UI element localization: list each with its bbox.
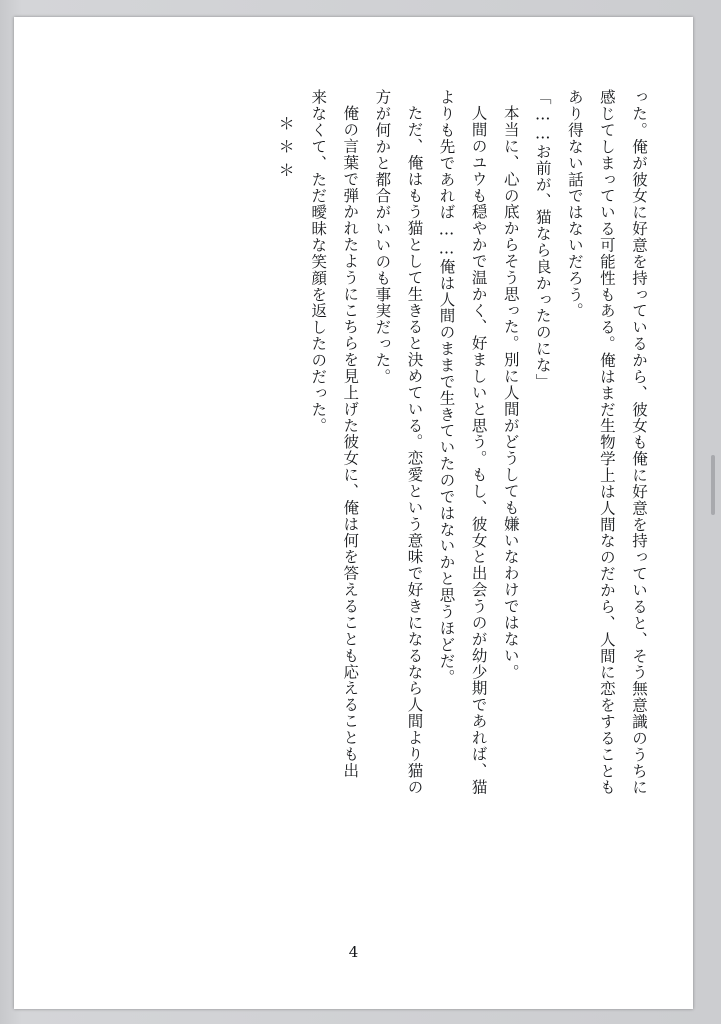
paragraph: った。俺が彼女に好意を持っているから、彼女も俺に好意を持っていると、そう無意識のうちに — [630, 89, 648, 796]
page-number: 4 — [348, 943, 359, 961]
scene-divider: ＊＊＊ — [276, 114, 296, 185]
paragraph: 人間のユウも穏やかで温かく、好ましいと思う。もし、彼女と出会うのが幼少期であれば、猫 — [469, 104, 488, 795]
scrollbar-thumb[interactable] — [711, 455, 715, 515]
paragraph: あり得ない話ではないだろう。 — [565, 89, 584, 320]
page-content — [14, 17, 693, 1009]
paragraph: よりも先であれば……俺は人間のままで生きていたのではないかと思うほどだ。 — [437, 89, 456, 686]
paragraph: 方が何かと都合がいいのも事実だった。 — [373, 89, 392, 385]
paragraph: 俺の言葉で弾かれたようにこちらを見上げた彼女に、俺は何を答えることも応えることも出 — [341, 104, 360, 779]
dialogue-line: 「……お前が、猫なら良かったのにな」 — [533, 89, 552, 390]
vertical-text-block — [269, 89, 655, 919]
paragraph: 感じてしまっている可能性もある。俺はまだ生物学上は人間なのだから、人間に恋をすることも — [597, 89, 616, 796]
document-page — [14, 17, 693, 1009]
scrollbar-track[interactable] — [713, 0, 718, 1024]
paragraph: ただ、俺はもう猫として生きると決めている。恋愛という意味で好きになるなら人間より猫の — [405, 104, 424, 795]
paragraph: 本当に、心の底からそう思った。別に人間がどうしても嫌いなわけではない。 — [501, 104, 520, 680]
paragraph: 来なくて、ただ曖昧な笑顔を返したのだった。 — [309, 89, 328, 435]
